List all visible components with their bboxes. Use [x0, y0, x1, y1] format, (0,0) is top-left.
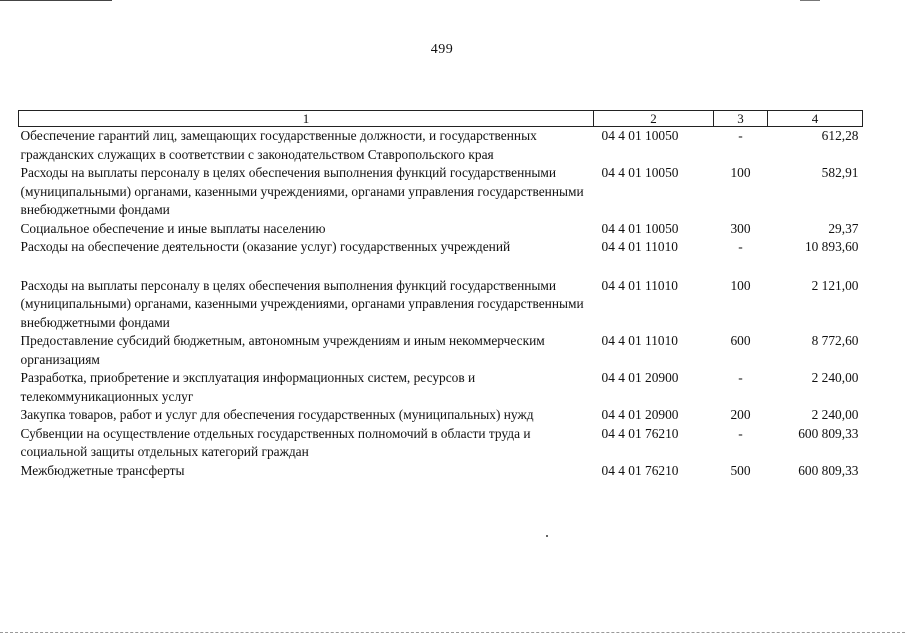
row-description: Предоставление субсидий бюджетным, автономным учреждениям и иным некоммерческим организациям [20, 333, 545, 367]
row-description: Расходы на выплаты персоналу в целях обеспечения выполнения функций государственными (муниципальными) органами, казенными учреждениями, органами управления государственными внебюджетными фондами [20, 277, 584, 330]
table-row [19, 369, 863, 406]
row-type: - [738, 370, 743, 385]
row-code: 04 4 01 20900 [601, 407, 679, 422]
row-code: 04 4 01 11010 [601, 277, 678, 293]
row-amount: 582,91 [821, 165, 859, 180]
row-amount: 2 240,00 [811, 370, 859, 385]
table-row [19, 220, 863, 239]
row-code: 04 4 01 20900 [601, 370, 679, 385]
row-amount: 600 809,33 [798, 425, 859, 441]
row-type: - [738, 239, 743, 254]
row-description: Закупка товаров, работ и услуг для обеспечения государственных (муниципальных) нужд [20, 407, 534, 422]
table-row [19, 127, 863, 165]
row-code: 04 4 01 10050 [601, 128, 679, 143]
row-type: 200 [730, 407, 751, 422]
table-row [19, 332, 863, 369]
table-row [19, 238, 863, 277]
row-type: - [738, 128, 743, 143]
row-amount: 612,28 [821, 128, 859, 143]
row-amount: 10 893,60 [804, 239, 859, 254]
column-header-type: 3 [714, 111, 768, 127]
row-code: 04 4 01 11010 [601, 239, 678, 254]
row-description: Расходы на обеспечение деятельности (оказание услуг) государственных учреждений [20, 239, 511, 254]
row-amount: 8 772,60 [811, 333, 859, 348]
row-code: 04 4 01 11010 [601, 333, 678, 348]
table-row [19, 425, 863, 462]
table-row [19, 462, 863, 481]
table-row [19, 164, 863, 220]
row-type: 500 [730, 462, 751, 478]
table-row [19, 277, 863, 333]
row-amount: 2 121,00 [811, 277, 859, 293]
row-description: Социальное обеспечение и иные выплаты населению [20, 220, 326, 236]
row-description: Обеспечение гарантий лиц, замещающих государственные должности, и государственных гражданских служащих в соответствии с законодательством Ставропольского края [20, 128, 537, 162]
row-description: Разработка, приобретение и эксплуатация информационных систем, ресурсов и телекоммуникационных услуг [20, 370, 476, 404]
row-amount: 600 809,33 [798, 462, 859, 478]
row-description: Субвенции на осуществление отдельных государственных полномочий в области труда и социальной защиты отдельных категорий граждан [20, 425, 531, 459]
row-type: - [738, 425, 743, 441]
row-code: 04 4 01 10050 [601, 165, 679, 180]
row-type: 100 [730, 165, 751, 180]
row-amount: 29,37 [828, 220, 859, 236]
row-amount: 2 240,00 [811, 407, 859, 422]
row-code: 04 4 01 76210 [601, 425, 679, 441]
row-description: Расходы на выплаты персоналу в целях обеспечения выполнения функций государственными (муниципальными) органами, казенными учреждениями, органами управления государственными внебюджетными фондами [20, 165, 584, 217]
row-code: 04 4 01 76210 [601, 462, 679, 478]
scan-speck [546, 535, 548, 537]
page-number: 499 [430, 42, 454, 57]
column-header-amount: 4 [768, 111, 863, 127]
column-header-code: 2 [594, 111, 714, 127]
table-header-row [19, 111, 863, 127]
table-row [19, 406, 863, 425]
budget-table [18, 110, 863, 480]
scan-edge-line [0, 0, 112, 1]
row-type: 100 [730, 277, 751, 293]
row-description: Межбюджетные трансферты [20, 462, 185, 478]
row-code: 04 4 01 10050 [601, 220, 679, 236]
column-header-description: 1 [19, 111, 594, 127]
row-type: 300 [730, 220, 751, 236]
row-type: 600 [730, 333, 751, 348]
scan-edge-line [0, 632, 905, 633]
scan-edge-line [800, 0, 820, 1]
